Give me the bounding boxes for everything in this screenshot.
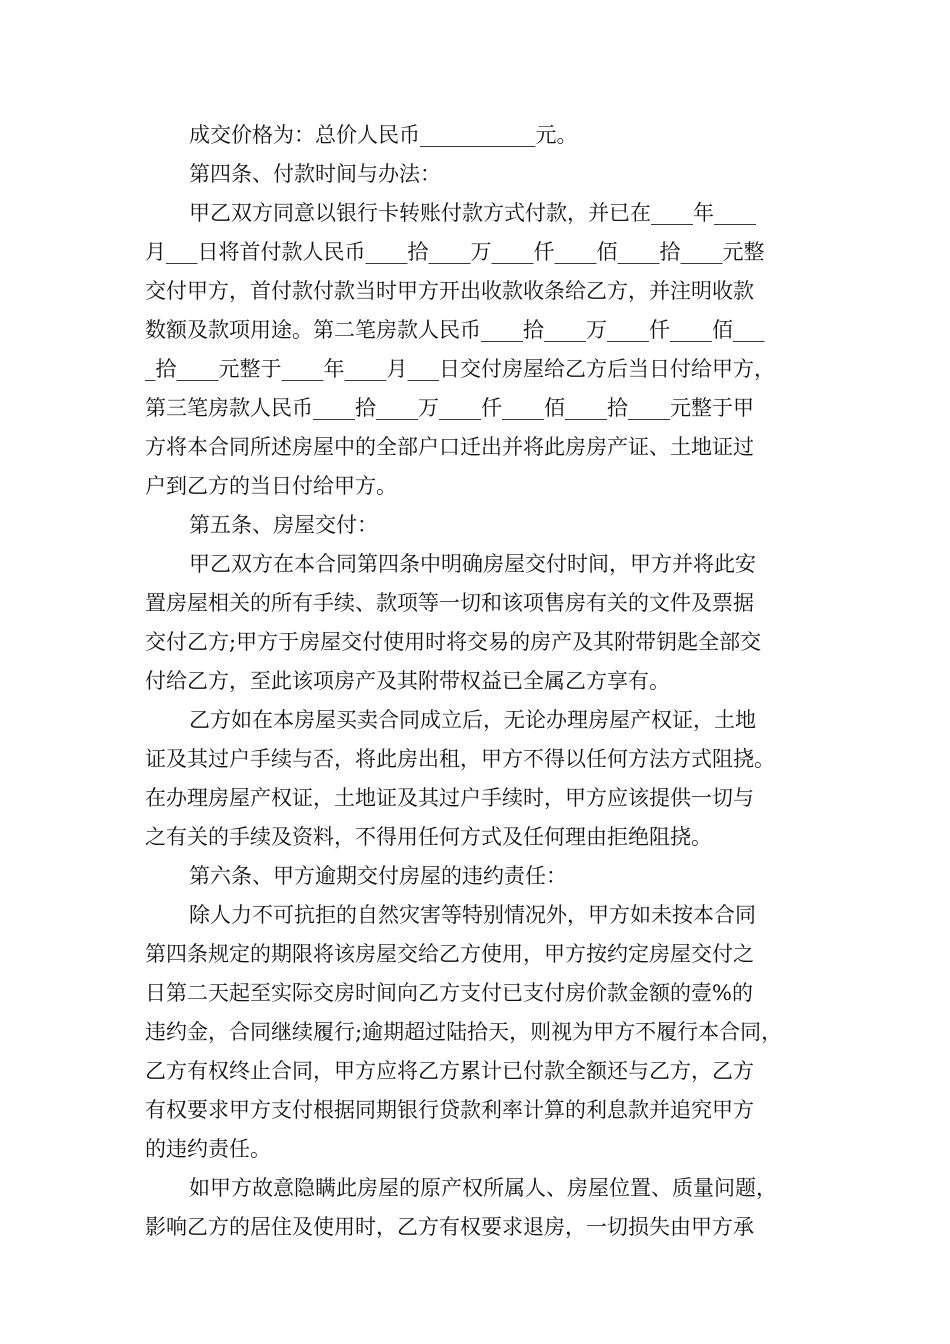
text-line: 月___日将首付款人民币____拾____万____仟____佰____拾____元整: [145, 240, 765, 264]
text-line: 除人力不可抗拒的自然灾害等特别情况外，甲方如未按本合同: [189, 903, 756, 927]
text-line: 数额及款项用途。第二笔房款人民币____拾____万____仟____佰___: [145, 318, 765, 342]
text-line: 付给乙方，至此该项房产及其附带权益已全属乙方享有。: [145, 669, 670, 693]
text-line: 日第二天起至实际交房时间向乙方支付已支付房价款金额的壹%的: [145, 981, 753, 1005]
text-line: 在办理房屋产权证，土地证及其过户手续时，甲方应该提供一切与: [145, 786, 754, 810]
section-heading: 第五条、房屋交付：: [189, 513, 378, 537]
section-heading: 第四条、付款时间与办法：: [189, 162, 441, 186]
text-line: 有权要求甲方支付根据同期银行贷款利率计算的利息款并追究甲方: [145, 1098, 754, 1122]
text-line: 违约金，合同继续履行;逾期超过陆拾天，则视为甲方不履行本合同，: [145, 1020, 783, 1044]
text-line: 影响乙方的居住及使用时，乙方有权要求退房，一切损失由甲方承: [145, 1215, 754, 1239]
text-line: _拾____元整于____年____月___日交付房屋给乙方后当日付给甲方，: [145, 357, 775, 381]
text-line: 乙方如在本房屋买卖合同成立后，无论办理房屋产权证，土地: [189, 708, 756, 732]
text-line: 甲乙双方在本合同第四条中明确房屋交付时间，甲方并将此安: [189, 552, 756, 576]
section-heading: 第六条、甲方逾期交付房屋的违约责任：: [189, 864, 567, 888]
text-line: 户到乙方的当日付给甲方。: [145, 474, 397, 498]
text-line: 置房屋相关的所有手续、款项等一切和该项售房有关的文件及票据: [145, 591, 754, 615]
text-line: 第四条规定的期限将该房屋交给乙方使用，甲方按约定房屋交付之: [145, 942, 754, 966]
text-line: 乙方有权终止合同，甲方应将乙方累计已付款全额还与乙方，乙方: [145, 1059, 754, 1083]
text-line: 之有关的手续及资料，不得用任何方式及任何理由拒绝阻挠。: [145, 825, 712, 849]
text-line: 交付乙方;甲方于房屋交付使用时将交易的房产及其附带钥匙全部交: [145, 630, 762, 654]
text-line: 甲乙双方同意以银行卡转账付款方式付款，并已在____年____: [189, 201, 756, 225]
text-line: 的违约责任。: [145, 1137, 271, 1161]
text-line: 交付甲方，首付款付款当时甲方开出收款收条给乙方，并注明收款: [145, 279, 754, 303]
text-line: 方将本合同所述房屋中的全部户口迁出并将此房房产证、土地证过: [145, 435, 754, 459]
text-line: 如甲方故意隐瞒此房屋的原产权所属人、房屋位置、质量问题，: [189, 1176, 777, 1200]
text-line: 第三笔房款人民币____拾____万____仟____佰____拾____元整于甲: [145, 396, 754, 420]
text-line: 证及其过户手续与否，将此房出租，甲方不得以任何方法方式阻挠。: [145, 747, 775, 771]
text-line: 成交价格为：总价人民币___________元。: [189, 123, 578, 147]
